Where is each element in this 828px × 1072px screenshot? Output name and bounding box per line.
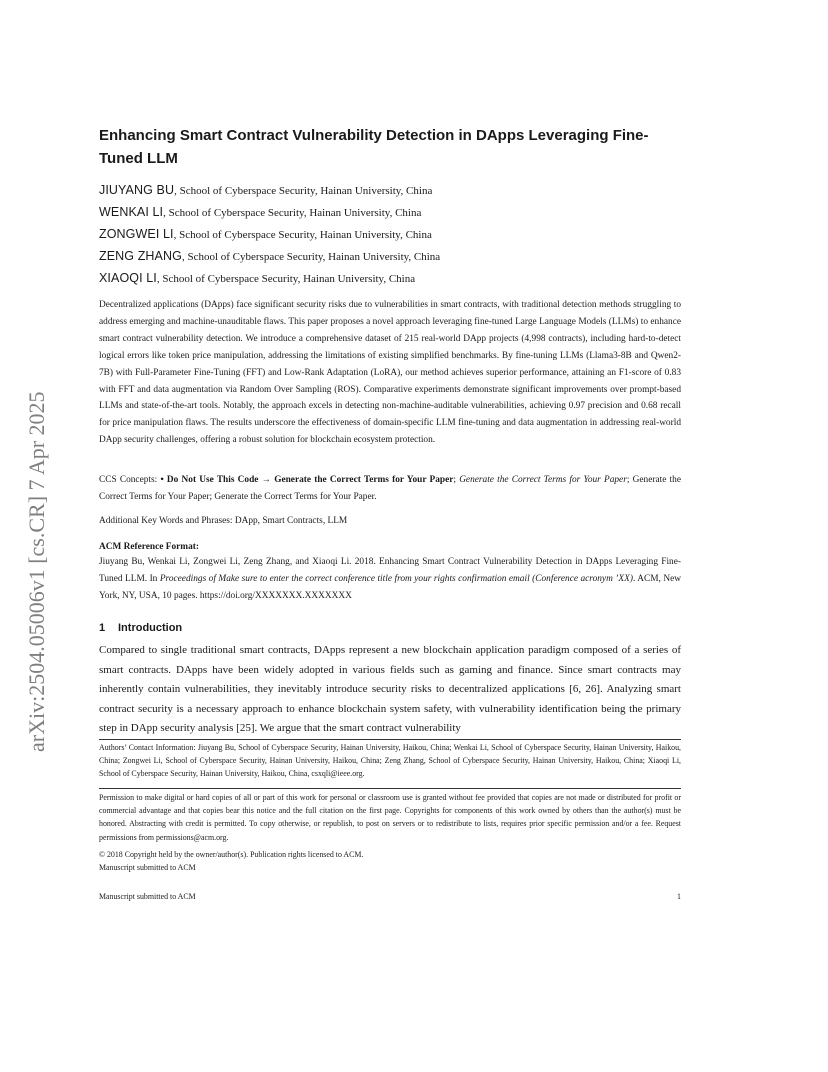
acm-reference-tail: . ACM, New York, NY, USA, 10 pages. https://doi.org/XXXXXXX.XXXXXXX	[99, 574, 682, 601]
author-name: WENKAI LI	[99, 205, 164, 219]
acm-reference-text: Jiuyang Bu, Wenkai Li, Zongwei Li, Zeng Zhang, and Xiaoqi Li. 2018. Enhancing Smart Contract Vulnerability Detection in DApps Leveraging Fine-Tuned LLM. In	[99, 557, 681, 584]
author-entry	[99, 179, 681, 201]
abstract: Decentralized applications (DApps) face significant security risks due to vulnerabilities in smart contracts, with traditional detection methods struggling to address emerging and machine-unauditable flaws. This paper proposes a novel approach leveraging fine-tuned Large Language Models (LLMs) to enhance smart contract vulnerability detection. We introduce a comprehensive dataset of 215 real-world DApp projects (4,998 contracts), including hard-to-detect logical errors like token price manipulation, addressing the limitations of existing simplified benchmarks. By fine-tuning LLMs (Llama3-8B and Qwen2-7B) with Full-Parameter Fine-Tuning (FFT) and Low-Rank Adaptation (LoRA), our method achieves superior performance, attaining an F1-score of 0.83 with FFT and data augmentation via Random Over Sampling (ROS). Comparative experiments demonstrate significant improvements over prompt-based LLMs and state-of-the-art tools. Notably, the approach excels in detecting non-machine-auditable vulnerabilities, achieving 0.97 precision and 0.68 recall for price manipulation flaws. The results underscore the effectiveness of domain-specific LLM fine-tuning and data augmentation in addressing real-world DApp security challenges, offering a robust solution for blockchain ecosystem protection.	[99, 300, 681, 446]
section-heading	[99, 621, 182, 635]
ccs-label: CCS Concepts:	[99, 475, 161, 485]
author-name: JIUYANG BU	[99, 183, 175, 197]
ccs-italic-term: Generate the Correct Terms for Your Paper	[459, 475, 627, 485]
author-affiliation: , School of Cyberspace Security, Hainan University, China	[181, 251, 441, 263]
permission-notice: Permission to make digital or hard copies of all or part of this work for personal or classroom use is granted without fee provided that copies are not made or distributed for profit or commercial advantage and that copies bear this notice and the full citation on the first page. Copyrights for components of this work owned by others than the author(s) must be honored. Abstracting with credit is permitted. To copy otherwise, or republish, to post on servers or to redistribute to lists, requires prior specific permission and/or a fee. Request permissions from permissions@acm.org.	[99, 793, 681, 842]
arxiv-identifier-text: arXiv:2504.05006v1 [cs.CR] 7 Apr 2025	[24, 391, 49, 752]
ccs-concepts	[99, 472, 681, 506]
author-name: ZONGWEI LI	[99, 227, 174, 241]
author-name: XIAOQI LI	[99, 271, 157, 285]
arxiv-identifier	[20, 292, 54, 752]
copyright-notice: © 2018 Copyright held by the owner/author(s). Publication rights licensed to ACM.	[99, 850, 364, 859]
permission-divider	[99, 788, 681, 789]
ccs-rest: ; Generate the Correct Terms for Your Paper; Generate the Correct Terms for Your Paper.	[99, 475, 681, 502]
authors-contact-footnote: Authors’ Contact Information: Jiuyang Bu, School of Cyberspace Security, Hainan University, Haikou, China; Wenkai Li, School of Cyberspace Security, Hainan University, Haikou, China; Zongwei Li, School of Cyberspace Security, Hainan University, Haikou, China; Zeng Zhang, School of Cyberspace Security, Hainan University, Haikou, China; Xiaoqi Li, School of Cyberspace Security, Hainan University, Haikou, China, csxqli@ieee.org.	[99, 743, 681, 779]
footnote-divider	[99, 739, 681, 740]
author-entry	[99, 245, 681, 267]
acm-reference-venue: Proceedings of Make sure to enter the correct conference title from your rights confirmation email (Conference acronym ’XX)	[159, 574, 633, 584]
running-footer	[99, 891, 681, 903]
author-name: ZENG ZHANG	[99, 249, 182, 263]
footer-text: Manuscript submitted to ACM	[99, 892, 196, 901]
paper-title: Enhancing Smart Contract Vulnerability Detection in DApps Leveraging Fine-Tuned LLM	[99, 127, 649, 167]
ccs-separator: ;	[453, 475, 460, 485]
author-affiliation: , School of Cyberspace Security, Hainan University, China	[163, 207, 422, 219]
ccs-bullet: •	[160, 475, 164, 485]
author-entry	[99, 223, 681, 245]
submission-notice: Manuscript submitted to ACM	[99, 863, 196, 872]
keywords: Additional Key Words and Phrases: DApp, Smart Contracts, LLM	[99, 516, 348, 526]
introduction-paragraph: Compared to single traditional smart contracts, DApps represent a new blockchain application paradigm composed of a series of smart contracts. DApps have been widely adopted in various fields such as gaming and finance. Since smart contracts may inherently contain vulnerabilities, they inevitably introduce security risks to decentralized applications [6, 26]. Analyzing smart contract security is a necessary approach to enhance blockchain system safety, with vulnerability identification being the primary step in DApp security analysis [25]. We argue that the smart contract vulnerability	[99, 644, 681, 734]
author-affiliation: , School of Cyberspace Security, Hainan University, China	[174, 185, 433, 197]
author-affiliation: , School of Cyberspace Security, Hainan University, China	[156, 273, 416, 285]
acm-reference	[99, 554, 681, 605]
section-title: Introduction	[118, 622, 183, 634]
author-list	[99, 179, 681, 289]
section-number: 1	[99, 622, 106, 634]
acm-reference-heading: ACM Reference Format:	[99, 542, 199, 552]
ccs-bold-term: Do Not Use This Code → Generate the Correct Terms for Your Paper	[163, 475, 454, 485]
page-number: 1	[677, 892, 681, 901]
author-entry	[99, 267, 681, 289]
author-affiliation: , School of Cyberspace Security, Hainan University, China	[173, 229, 432, 241]
author-entry	[99, 201, 681, 223]
